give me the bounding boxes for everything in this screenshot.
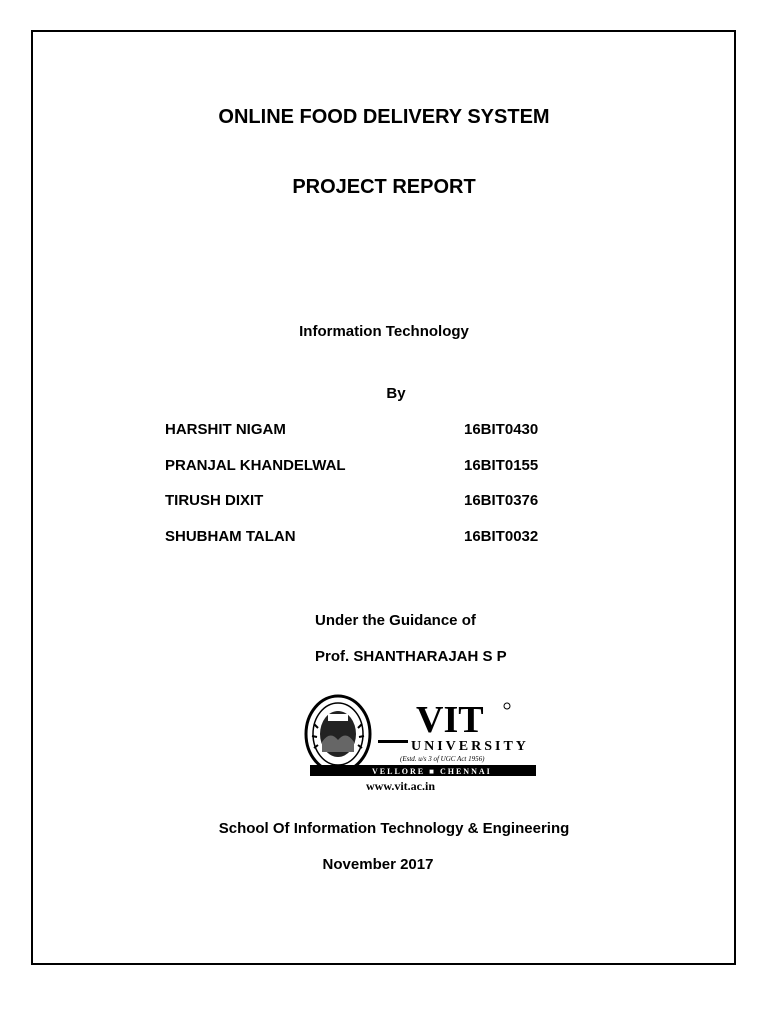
guidance-label: Under the Guidance of <box>315 612 476 629</box>
department: Information Technology <box>299 323 469 340</box>
student-id: 16BIT0155 <box>464 457 539 474</box>
logo-university-text: UNIVERSITY <box>411 739 529 754</box>
student-name: TIRUSH DIXIT <box>165 492 264 509</box>
student-name: PRANJAL KHANDELWAL <box>165 457 346 474</box>
school-name: School Of Information Technology & Engineering <box>218 820 570 837</box>
report-subtitle: PROJECT REPORT <box>292 176 476 198</box>
report-title: ONLINE FOOD DELIVERY SYSTEM <box>218 106 550 128</box>
report-date: November 2017 <box>322 856 434 873</box>
student-name: HARSHIT NIGAM <box>165 421 286 438</box>
vit-university-logo <box>304 694 536 794</box>
student-id: 16BIT0430 <box>464 421 539 438</box>
by-label: By <box>386 385 406 402</box>
logo-vit-text: VIT <box>416 699 484 741</box>
logo-location-text: VELLORE ■ CHENNAI <box>372 767 492 776</box>
student-id: 16BIT0376 <box>464 492 539 509</box>
student-name: SHUBHAM TALAN <box>165 528 296 545</box>
logo-estd-text: (Estd. u/s 3 of UGC Act 1956) <box>400 755 485 763</box>
logo-url-text: www.vit.ac.in <box>366 779 435 793</box>
university-seal-icon <box>306 696 370 772</box>
student-id: 16BIT0032 <box>464 528 539 545</box>
guide-name: Prof. SHANTHARAJAH S P <box>315 648 507 665</box>
